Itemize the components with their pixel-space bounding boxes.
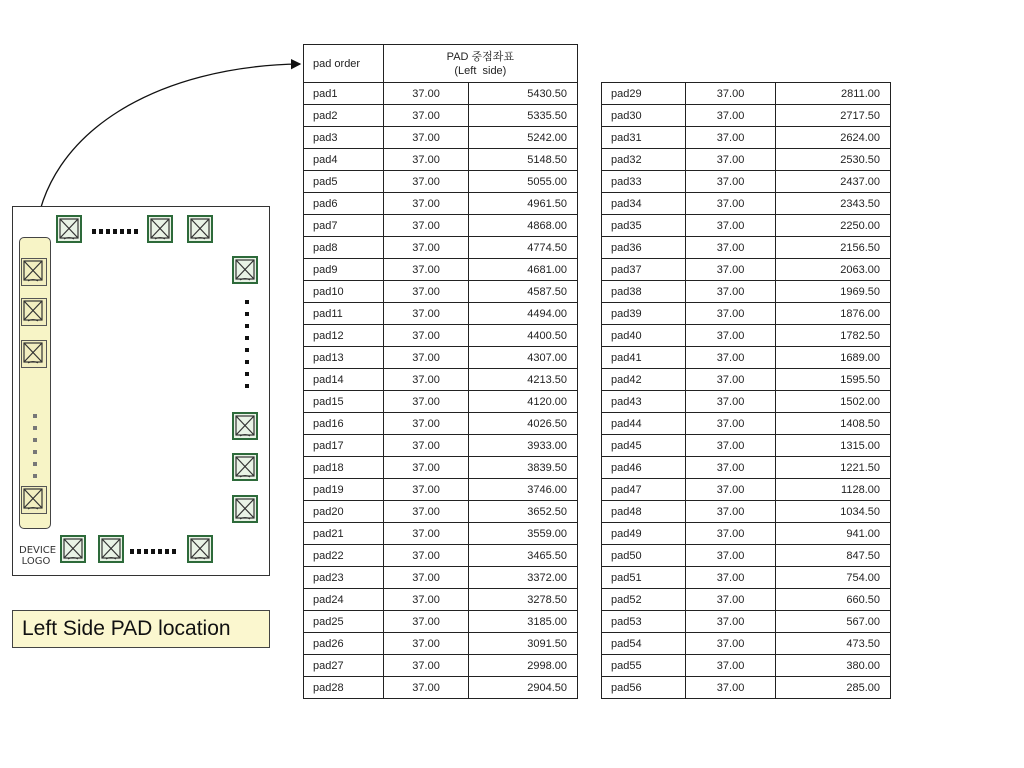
x-coord-cell: 37.00 bbox=[685, 523, 776, 545]
left-side-pad-icon bbox=[21, 340, 47, 368]
pad-name-cell: pad10 bbox=[304, 281, 384, 303]
y-coord-cell: 2904.50 bbox=[469, 677, 578, 699]
x-coord-cell: 37.00 bbox=[383, 413, 469, 435]
y-coord-cell: 1408.50 bbox=[776, 413, 891, 435]
table-row bbox=[602, 413, 891, 435]
device-logo bbox=[19, 545, 57, 571]
pad-box-icon bbox=[22, 487, 44, 511]
table-row bbox=[602, 83, 891, 105]
y-coord-cell: 4587.50 bbox=[469, 281, 578, 303]
pad-box-icon bbox=[62, 537, 84, 561]
table-row bbox=[304, 281, 578, 303]
pad-name-cell: pad43 bbox=[602, 391, 686, 413]
pad-coordinate-table-left bbox=[303, 44, 578, 699]
pad-box-icon bbox=[22, 259, 44, 283]
table-row bbox=[304, 259, 578, 281]
x-coord-cell: 37.00 bbox=[685, 281, 776, 303]
device-logo-line2: LOGO bbox=[21, 556, 51, 567]
table-row bbox=[602, 501, 891, 523]
x-coord-cell: 37.00 bbox=[685, 325, 776, 347]
y-coord-cell: 941.00 bbox=[776, 523, 891, 545]
x-coord-cell: 37.00 bbox=[383, 479, 469, 501]
table-row bbox=[304, 633, 578, 655]
x-coord-cell: 37.00 bbox=[383, 501, 469, 523]
right-pads-ellipsis bbox=[245, 300, 249, 392]
y-coord-cell: 3372.00 bbox=[469, 567, 578, 589]
y-coord-cell: 3933.00 bbox=[469, 435, 578, 457]
y-coord-cell: 2717.50 bbox=[776, 105, 891, 127]
table-row bbox=[304, 171, 578, 193]
table-row bbox=[602, 149, 891, 171]
table-row bbox=[304, 611, 578, 633]
pad-name-cell: pad1 bbox=[304, 83, 384, 105]
x-coord-cell: 37.00 bbox=[383, 523, 469, 545]
x-coord-cell: 37.00 bbox=[685, 545, 776, 567]
y-coord-cell: 1502.00 bbox=[776, 391, 891, 413]
x-coord-cell: 37.00 bbox=[383, 589, 469, 611]
coord-header-line1: PAD 중점좌표 bbox=[446, 50, 515, 63]
x-coord-cell: 37.00 bbox=[685, 633, 776, 655]
table-row bbox=[602, 523, 891, 545]
pad-box-icon bbox=[234, 414, 256, 438]
pad-name-cell: pad29 bbox=[602, 83, 686, 105]
y-coord-cell: 1782.50 bbox=[776, 325, 891, 347]
y-coord-cell: 2343.50 bbox=[776, 193, 891, 215]
table-row bbox=[304, 215, 578, 237]
x-coord-cell: 37.00 bbox=[685, 391, 776, 413]
coord-header-line2: (Left side) bbox=[454, 64, 507, 77]
pad-name-cell: pad44 bbox=[602, 413, 686, 435]
x-coord-cell: 37.00 bbox=[383, 457, 469, 479]
pad-name-cell: pad16 bbox=[304, 413, 384, 435]
x-coord-cell: 37.00 bbox=[383, 127, 469, 149]
pad-name-cell: pad35 bbox=[602, 215, 686, 237]
y-coord-cell: 473.50 bbox=[776, 633, 891, 655]
table-row bbox=[304, 193, 578, 215]
pad-name-cell: pad38 bbox=[602, 281, 686, 303]
y-coord-cell: 1876.00 bbox=[776, 303, 891, 325]
table-row bbox=[602, 303, 891, 325]
x-coord-cell: 37.00 bbox=[685, 127, 776, 149]
x-coord-cell: 37.00 bbox=[383, 347, 469, 369]
x-coord-cell: 37.00 bbox=[685, 215, 776, 237]
pad-box-icon bbox=[100, 537, 122, 561]
x-coord-cell: 37.00 bbox=[685, 83, 776, 105]
x-coord-cell: 37.00 bbox=[685, 479, 776, 501]
x-coord-cell: 37.00 bbox=[685, 105, 776, 127]
x-coord-cell: 37.00 bbox=[685, 369, 776, 391]
pad-name-cell: pad15 bbox=[304, 391, 384, 413]
table-row bbox=[602, 325, 891, 347]
pad-name-cell: pad40 bbox=[602, 325, 686, 347]
pad-icon bbox=[98, 535, 124, 563]
pad-name-cell: pad53 bbox=[602, 611, 686, 633]
x-coord-cell: 37.00 bbox=[383, 193, 469, 215]
y-coord-cell: 1034.50 bbox=[776, 501, 891, 523]
y-coord-cell: 1221.50 bbox=[776, 457, 891, 479]
table-row bbox=[602, 215, 891, 237]
table-row bbox=[602, 479, 891, 501]
pad-name-cell: pad6 bbox=[304, 193, 384, 215]
pad-icon bbox=[232, 453, 258, 481]
left-side-pad-icon bbox=[21, 486, 47, 514]
left-pads-ellipsis bbox=[33, 414, 37, 480]
x-coord-cell: 37.00 bbox=[383, 259, 469, 281]
table-row bbox=[304, 567, 578, 589]
pad-box-icon bbox=[149, 217, 171, 241]
table-row bbox=[602, 545, 891, 567]
device-logo-line1: DEVICE bbox=[19, 545, 57, 556]
x-coord-cell: 37.00 bbox=[685, 171, 776, 193]
pad-name-cell: pad26 bbox=[304, 633, 384, 655]
left-side-pad-icon bbox=[21, 298, 47, 326]
pad-name-cell: pad18 bbox=[304, 457, 384, 479]
y-coord-cell: 4400.50 bbox=[469, 325, 578, 347]
table-row bbox=[602, 127, 891, 149]
y-coord-cell: 5242.00 bbox=[469, 127, 578, 149]
table-row bbox=[602, 347, 891, 369]
x-coord-cell: 37.00 bbox=[383, 171, 469, 193]
bottom-pads-ellipsis bbox=[130, 549, 178, 554]
pad-name-cell: pad17 bbox=[304, 435, 384, 457]
pad-name-cell: pad21 bbox=[304, 523, 384, 545]
pad-icon bbox=[147, 215, 173, 243]
x-coord-cell: 37.00 bbox=[685, 303, 776, 325]
pad-box-icon bbox=[189, 537, 211, 561]
table-row bbox=[304, 369, 578, 391]
pad-name-cell: pad54 bbox=[602, 633, 686, 655]
pad-name-cell: pad42 bbox=[602, 369, 686, 391]
pad-icon bbox=[232, 495, 258, 523]
pad-name-cell: pad25 bbox=[304, 611, 384, 633]
pad-name-cell: pad48 bbox=[602, 501, 686, 523]
x-coord-cell: 37.00 bbox=[383, 149, 469, 171]
y-coord-cell: 4961.50 bbox=[469, 193, 578, 215]
y-coord-cell: 3746.00 bbox=[469, 479, 578, 501]
table-row bbox=[304, 479, 578, 501]
pad-box-icon bbox=[22, 299, 44, 323]
table-row bbox=[602, 259, 891, 281]
y-coord-cell: 2063.00 bbox=[776, 259, 891, 281]
table-row bbox=[602, 369, 891, 391]
x-coord-cell: 37.00 bbox=[685, 457, 776, 479]
y-coord-cell: 4868.00 bbox=[469, 215, 578, 237]
table-row bbox=[304, 105, 578, 127]
pad-name-cell: pad22 bbox=[304, 545, 384, 567]
y-coord-cell: 4307.00 bbox=[469, 347, 578, 369]
table-row bbox=[304, 677, 578, 699]
y-coord-cell: 5055.00 bbox=[469, 171, 578, 193]
y-coord-cell: 5430.50 bbox=[469, 83, 578, 105]
table-row bbox=[304, 347, 578, 369]
pad-name-cell: pad56 bbox=[602, 677, 686, 699]
pad-name-cell: pad11 bbox=[304, 303, 384, 325]
pad-name-cell: pad31 bbox=[602, 127, 686, 149]
pad-name-cell: pad50 bbox=[602, 545, 686, 567]
pad-name-cell: pad52 bbox=[602, 589, 686, 611]
pad-name-cell: pad7 bbox=[304, 215, 384, 237]
pad-name-cell: pad41 bbox=[602, 347, 686, 369]
y-coord-cell: 2437.00 bbox=[776, 171, 891, 193]
y-coord-cell: 2530.50 bbox=[776, 149, 891, 171]
x-coord-cell: 37.00 bbox=[685, 435, 776, 457]
y-coord-cell: 3652.50 bbox=[469, 501, 578, 523]
x-coord-cell: 37.00 bbox=[685, 237, 776, 259]
table-row bbox=[602, 281, 891, 303]
table-row bbox=[304, 83, 578, 105]
x-coord-cell: 37.00 bbox=[383, 391, 469, 413]
table-row bbox=[602, 611, 891, 633]
y-coord-cell: 285.00 bbox=[776, 677, 891, 699]
table-row bbox=[602, 457, 891, 479]
pad-name-cell: pad32 bbox=[602, 149, 686, 171]
x-coord-cell: 37.00 bbox=[383, 435, 469, 457]
table-row bbox=[602, 633, 891, 655]
x-coord-cell: 37.00 bbox=[383, 237, 469, 259]
x-coord-cell: 37.00 bbox=[383, 325, 469, 347]
x-coord-cell: 37.00 bbox=[685, 655, 776, 677]
table-row bbox=[304, 523, 578, 545]
y-coord-cell: 3465.50 bbox=[469, 545, 578, 567]
y-coord-cell: 754.00 bbox=[776, 567, 891, 589]
table-row bbox=[602, 567, 891, 589]
pad-name-cell: pad23 bbox=[304, 567, 384, 589]
x-coord-cell: 37.00 bbox=[685, 347, 776, 369]
pad-coordinate-table-right bbox=[601, 82, 891, 699]
pad-name-cell: pad45 bbox=[602, 435, 686, 457]
y-coord-cell: 4774.50 bbox=[469, 237, 578, 259]
y-coord-cell: 660.50 bbox=[776, 589, 891, 611]
pad-name-cell: pad12 bbox=[304, 325, 384, 347]
y-coord-cell: 1128.00 bbox=[776, 479, 891, 501]
table-row bbox=[602, 655, 891, 677]
pad-name-cell: pad55 bbox=[602, 655, 686, 677]
pad-name-cell: pad20 bbox=[304, 501, 384, 523]
y-coord-cell: 380.00 bbox=[776, 655, 891, 677]
y-coord-cell: 1689.00 bbox=[776, 347, 891, 369]
pad-order-header: pad order bbox=[304, 45, 384, 83]
y-coord-cell: 2624.00 bbox=[776, 127, 891, 149]
pad-name-cell: pad8 bbox=[304, 237, 384, 259]
pad-name-cell: pad5 bbox=[304, 171, 384, 193]
x-coord-cell: 37.00 bbox=[685, 149, 776, 171]
x-coord-cell: 37.00 bbox=[383, 83, 469, 105]
y-coord-cell: 4120.00 bbox=[469, 391, 578, 413]
pad-name-cell: pad4 bbox=[304, 149, 384, 171]
x-coord-cell: 37.00 bbox=[383, 303, 469, 325]
x-coord-cell: 37.00 bbox=[685, 567, 776, 589]
pad-name-cell: pad19 bbox=[304, 479, 384, 501]
x-coord-cell: 37.00 bbox=[685, 259, 776, 281]
table-row bbox=[304, 325, 578, 347]
table-row bbox=[602, 435, 891, 457]
table-row bbox=[304, 501, 578, 523]
y-coord-cell: 4026.50 bbox=[469, 413, 578, 435]
y-coord-cell: 3559.00 bbox=[469, 523, 578, 545]
pad-name-cell: pad30 bbox=[602, 105, 686, 127]
pad-box-icon bbox=[234, 258, 256, 282]
pad-name-cell: pad51 bbox=[602, 567, 686, 589]
table-row bbox=[304, 149, 578, 171]
pad-icon bbox=[56, 215, 82, 243]
pad-name-cell: pad27 bbox=[304, 655, 384, 677]
y-coord-cell: 2998.00 bbox=[469, 655, 578, 677]
table-row bbox=[602, 171, 891, 193]
pad-name-cell: pad47 bbox=[602, 479, 686, 501]
table-row bbox=[304, 303, 578, 325]
pad-name-cell: pad46 bbox=[602, 457, 686, 479]
y-coord-cell: 4213.50 bbox=[469, 369, 578, 391]
pad-name-cell: pad37 bbox=[602, 259, 686, 281]
y-coord-cell: 3091.50 bbox=[469, 633, 578, 655]
x-coord-cell: 37.00 bbox=[383, 611, 469, 633]
y-coord-cell: 2156.50 bbox=[776, 237, 891, 259]
table-row bbox=[304, 655, 578, 677]
pad-box-icon bbox=[234, 497, 256, 521]
table-row bbox=[602, 193, 891, 215]
table-row bbox=[304, 127, 578, 149]
x-coord-cell: 37.00 bbox=[685, 611, 776, 633]
x-coord-cell: 37.00 bbox=[383, 369, 469, 391]
table-row bbox=[304, 237, 578, 259]
x-coord-cell: 37.00 bbox=[685, 193, 776, 215]
pad-box-icon bbox=[234, 455, 256, 479]
pad-box-icon bbox=[189, 217, 211, 241]
pad-box-icon bbox=[58, 217, 80, 241]
y-coord-cell: 847.50 bbox=[776, 545, 891, 567]
x-coord-cell: 37.00 bbox=[383, 215, 469, 237]
table-row bbox=[602, 237, 891, 259]
pad-icon bbox=[187, 215, 213, 243]
x-coord-cell: 37.00 bbox=[685, 413, 776, 435]
y-coord-cell: 5148.50 bbox=[469, 149, 578, 171]
y-coord-cell: 4681.00 bbox=[469, 259, 578, 281]
pad-name-cell: pad3 bbox=[304, 127, 384, 149]
table-row bbox=[602, 589, 891, 611]
table-row bbox=[304, 589, 578, 611]
y-coord-cell: 4494.00 bbox=[469, 303, 578, 325]
pad-name-cell: pad49 bbox=[602, 523, 686, 545]
x-coord-cell: 37.00 bbox=[685, 589, 776, 611]
x-coord-cell: 37.00 bbox=[383, 655, 469, 677]
pad-icon bbox=[60, 535, 86, 563]
y-coord-cell: 3278.50 bbox=[469, 589, 578, 611]
coord-header bbox=[383, 45, 577, 83]
x-coord-cell: 37.00 bbox=[383, 567, 469, 589]
diagram-caption: Left Side PAD location bbox=[12, 610, 270, 648]
x-coord-cell: 37.00 bbox=[685, 501, 776, 523]
pad-name-cell: pad39 bbox=[602, 303, 686, 325]
table-row bbox=[602, 677, 891, 699]
pad-icon bbox=[232, 256, 258, 284]
pad-name-cell: pad34 bbox=[602, 193, 686, 215]
pad-name-cell: pad28 bbox=[304, 677, 384, 699]
pad-name-cell: pad13 bbox=[304, 347, 384, 369]
pad-name-cell: pad33 bbox=[602, 171, 686, 193]
table-row bbox=[304, 435, 578, 457]
x-coord-cell: 37.00 bbox=[383, 105, 469, 127]
table-row bbox=[602, 105, 891, 127]
y-coord-cell: 1595.50 bbox=[776, 369, 891, 391]
table-row bbox=[304, 545, 578, 567]
table-row bbox=[304, 457, 578, 479]
y-coord-cell: 3839.50 bbox=[469, 457, 578, 479]
top-pads-ellipsis bbox=[92, 229, 140, 234]
pad-name-cell: pad24 bbox=[304, 589, 384, 611]
y-coord-cell: 2250.00 bbox=[776, 215, 891, 237]
x-coord-cell: 37.00 bbox=[383, 545, 469, 567]
pad-name-cell: pad2 bbox=[304, 105, 384, 127]
x-coord-cell: 37.00 bbox=[685, 677, 776, 699]
pad-icon bbox=[232, 412, 258, 440]
pad-name-cell: pad36 bbox=[602, 237, 686, 259]
x-coord-cell: 37.00 bbox=[383, 281, 469, 303]
left-side-pad-icon bbox=[21, 258, 47, 286]
pad-name-cell: pad9 bbox=[304, 259, 384, 281]
pad-icon bbox=[187, 535, 213, 563]
pad-box-icon bbox=[22, 341, 44, 365]
x-coord-cell: 37.00 bbox=[383, 677, 469, 699]
y-coord-cell: 567.00 bbox=[776, 611, 891, 633]
y-coord-cell: 1315.00 bbox=[776, 435, 891, 457]
table-row bbox=[304, 391, 578, 413]
pad-name-cell: pad14 bbox=[304, 369, 384, 391]
y-coord-cell: 2811.00 bbox=[776, 83, 891, 105]
y-coord-cell: 5335.50 bbox=[469, 105, 578, 127]
y-coord-cell: 1969.50 bbox=[776, 281, 891, 303]
table-row bbox=[304, 413, 578, 435]
x-coord-cell: 37.00 bbox=[383, 633, 469, 655]
table-row bbox=[602, 391, 891, 413]
y-coord-cell: 3185.00 bbox=[469, 611, 578, 633]
